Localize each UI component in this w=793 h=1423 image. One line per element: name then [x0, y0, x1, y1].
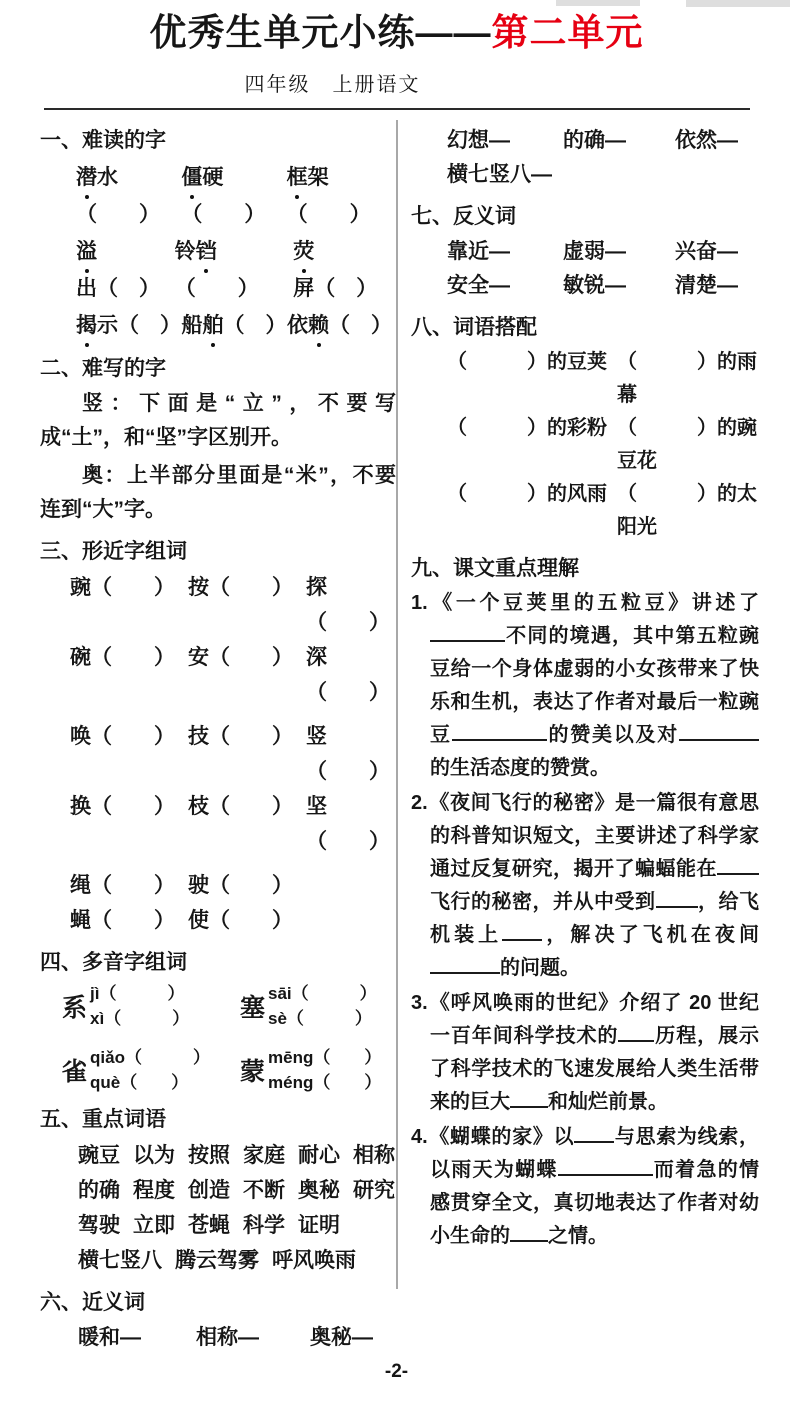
item-text: 和灿烂前景。 — [548, 1091, 668, 1114]
dotted-char: 框 — [287, 159, 308, 196]
section-4-heading: 四、多音字组词 — [40, 951, 187, 975]
word-pre: 依 — [287, 314, 308, 338]
word-row — [40, 159, 396, 233]
word-row — [40, 233, 396, 307]
dotted-char: 荧 — [293, 233, 314, 270]
char-cell: 驶（ ） — [188, 874, 293, 898]
polyphone-item — [62, 981, 240, 1031]
word: 奥秘 — [298, 1179, 340, 1203]
section-synonyms-continued — [411, 124, 759, 192]
item-number: 4. — [411, 1126, 428, 1149]
word-with-dot — [293, 233, 392, 307]
fill-in-blank — [430, 955, 500, 974]
char-cell: 深（ ） — [306, 646, 390, 705]
item-text: 《呼风唤雨的世纪》介绍了 20 世纪一百年间科学技术的 — [428, 992, 759, 1048]
char-cell: 唤（ ） — [70, 725, 175, 749]
fill-in-blank — [558, 1157, 653, 1176]
item-text: 与思索为线索，以雨天为蝴蝶 — [430, 1126, 759, 1182]
word: 程度 — [133, 1179, 175, 1203]
section-6-heading: 六、近义词 — [40, 1291, 145, 1315]
synonym-row — [411, 124, 759, 158]
section-8-heading: 八、词语搭配 — [411, 316, 537, 340]
word-post: 示（ ） — [97, 314, 181, 338]
synonym-row — [40, 1321, 396, 1355]
polyphone-item — [240, 981, 396, 1031]
word-list-row — [40, 1208, 396, 1243]
fill-in-blank — [510, 1089, 548, 1108]
collocation-item: （ ）的风雨 — [447, 483, 607, 506]
word-post: 水（ ） — [76, 166, 160, 227]
fill-in-blank — [618, 1023, 654, 1042]
fill-in-blank — [502, 922, 542, 941]
antonym-item: 靠近— — [447, 240, 510, 264]
antonym-item: 安全— — [447, 274, 510, 298]
antonym-item: 敏锐— — [563, 274, 626, 298]
section-5-heading: 五、重点词语 — [40, 1108, 166, 1132]
synonym-item: 暖和— — [78, 1326, 141, 1350]
comprehension-item — [411, 987, 759, 1119]
word-with-dot — [76, 307, 181, 344]
word-list-row — [40, 1173, 396, 1208]
word-with-dot — [182, 307, 287, 344]
item-text: 的生活态度的赞赏。 — [430, 757, 610, 780]
dotted-char: 揭 — [76, 307, 97, 344]
char-cell: 竖（ ） — [306, 725, 390, 784]
word: 立即 — [133, 1214, 175, 1238]
polyphone-char: 蒙 — [240, 1058, 266, 1087]
section-7-heading: 七、反义词 — [411, 205, 516, 229]
item-text: 不同的境遇，其中第五粒豌豆给一个身体虚弱的小女孩带来了快乐和生机，表达了作者对最后一粒豌豆 — [430, 625, 759, 747]
collocation-item: （ ）的豌豆花 — [617, 417, 757, 473]
antonym-row — [411, 269, 759, 303]
item-text: ，给飞机装上 — [430, 891, 759, 947]
polyphone-item — [240, 1045, 396, 1095]
synonym-item: 的确— — [563, 129, 626, 153]
word-list-row — [40, 1243, 396, 1278]
collocation-item: （ ）的太阳光 — [617, 483, 757, 539]
item-text: 历程，展示了科学技术的飞速发展给人类生活带来的巨大 — [430, 1025, 760, 1114]
char-cell: 绳（ ） — [70, 874, 175, 898]
word-with-dot — [287, 159, 392, 233]
section-3-heading: 三、形近字组词 — [40, 540, 187, 564]
word: 不断 — [243, 1179, 285, 1203]
dotted-char: 舶 — [203, 307, 224, 344]
antonym-item: 兴奋— — [675, 240, 738, 264]
writing-tip: 竖：下面是“立”，不要写成“土”，和“坚”字区别开。 — [40, 392, 396, 450]
synonym-item: 幻想— — [447, 129, 510, 153]
word-with-dot — [175, 233, 294, 307]
fill-in-blank — [679, 722, 759, 741]
char-row — [40, 789, 396, 859]
char-row — [40, 868, 396, 903]
section-similar-characters — [40, 535, 396, 938]
scan-artifact — [556, 0, 640, 6]
section-collocations — [411, 311, 759, 544]
dotted-char: 僵 — [181, 159, 202, 196]
section-9-heading: 九、课文重点理解 — [411, 557, 579, 581]
word: 研究 — [353, 1179, 395, 1203]
pinyin-line: sè（ ） — [268, 1009, 372, 1029]
item-number: 1. — [411, 592, 428, 615]
word-with-dot — [76, 159, 181, 233]
title-red-part: 第二单元 — [491, 12, 644, 53]
item-text: 《夜间飞行的秘密》是一篇很有意思的科普知识短文，主要讲述了科学家通过反复研究，揭开了蝙蝠能在 — [428, 792, 759, 881]
antonym-item: 清楚— — [675, 274, 738, 298]
word-post: （ ） — [223, 314, 287, 338]
subtitle: 四年级 上册语文 — [244, 74, 421, 97]
char-cell: 使（ ） — [188, 909, 293, 933]
collocation-item: （ ）的彩粉 — [447, 417, 607, 440]
section-1-heading: 一、难读的字 — [40, 129, 166, 153]
word: 科学 — [243, 1214, 285, 1238]
polyphone-readings — [90, 981, 189, 1031]
char-cell: 蝇（ ） — [70, 909, 175, 933]
word-post: 架（ ） — [286, 166, 371, 227]
collocation-row — [411, 412, 759, 478]
char-cell: 探（ ） — [306, 576, 390, 635]
fill-in-blank — [574, 1124, 614, 1143]
section-hard-to-write-characters — [40, 352, 396, 527]
collocation-row — [411, 346, 759, 412]
word-post: （ ） — [174, 277, 259, 301]
pinyin-line: qiǎo（ ） — [90, 1048, 210, 1068]
synonym-row — [411, 158, 759, 192]
char-cell: 安（ ） — [188, 646, 293, 670]
item-number: 2. — [411, 792, 428, 815]
pinyin-line: xì（ ） — [90, 1009, 190, 1029]
pinyin-line: sāi（ ） — [268, 984, 377, 1004]
right-column — [398, 116, 759, 1355]
content-columns — [0, 116, 793, 1355]
synonym-item: 奥秘— — [310, 1326, 373, 1350]
pinyin-line: què（ ） — [90, 1073, 189, 1093]
section-key-words — [40, 1103, 396, 1278]
synonym-item: 横七竖八— — [447, 163, 552, 187]
word-row — [40, 307, 396, 344]
fill-in-blank — [717, 856, 759, 875]
page-title — [0, 10, 793, 56]
antonym-row — [411, 235, 759, 269]
item-text: 的赞美以及对 — [546, 724, 679, 747]
char-cell: 按（ ） — [188, 576, 293, 600]
char-cell: 换（ ） — [70, 795, 175, 819]
comprehension-item — [411, 587, 759, 785]
footer — [0, 1355, 793, 1423]
header — [0, 0, 793, 97]
word-list-row — [40, 1138, 396, 1173]
word: 按照 — [188, 1144, 230, 1168]
word-pre: 船 — [181, 314, 203, 338]
char-cell: 坚（ ） — [306, 795, 390, 854]
collocation-item: （ ）的雨幕 — [617, 351, 757, 407]
page-number: -2- — [384, 1361, 409, 1383]
fill-in-blank — [510, 1223, 548, 1242]
word: 横七竖八 — [78, 1249, 162, 1273]
polyphone-grid — [40, 981, 396, 1095]
word: 证明 — [298, 1214, 340, 1238]
word-with-dot — [287, 307, 392, 344]
item-number: 3. — [411, 992, 428, 1015]
word-post: 硬（ ） — [181, 166, 266, 227]
writing-tip: 奥：上半部分里面是“米”，不要连到“大”字。 — [40, 464, 396, 522]
polyphone-readings — [268, 981, 377, 1031]
word: 驾驶 — [78, 1214, 120, 1238]
char-cell: 枝（ ） — [188, 795, 293, 819]
word: 家庭 — [243, 1144, 285, 1168]
item-text: 而着急的情感贯穿全文，真切地表达了作者对幼小生命的 — [430, 1159, 760, 1248]
char-row — [40, 719, 396, 789]
section-hard-to-read-characters — [40, 124, 396, 344]
fill-in-blank — [452, 722, 547, 741]
left-column — [40, 116, 396, 1355]
item-text: 之情。 — [548, 1225, 608, 1248]
word: 相称 — [353, 1144, 395, 1168]
word-pre: 铃 — [174, 240, 196, 264]
char-cell: 豌（ ） — [70, 576, 175, 600]
header-divider — [44, 108, 750, 110]
item-text: 的问题。 — [500, 957, 580, 980]
section-antonyms — [411, 200, 759, 303]
synonym-item: 相称— — [196, 1326, 259, 1350]
dotted-char: 铛 — [196, 233, 217, 270]
polyphone-readings — [268, 1045, 381, 1095]
item-text: 《一个豆荚里的五粒豆》讲述了 — [428, 592, 759, 615]
section-2-heading: 二、难写的字 — [40, 357, 166, 381]
char-cell: 碗（ ） — [70, 646, 175, 670]
word: 腾云驾雾 — [175, 1249, 259, 1273]
char-cell: 技（ ） — [188, 725, 293, 749]
scan-artifact — [686, 0, 790, 7]
polyphone-char: 塞 — [240, 994, 266, 1023]
word: 以为 — [133, 1144, 175, 1168]
word: 豌豆 — [78, 1144, 120, 1168]
word: 创造 — [188, 1179, 230, 1203]
word: 呼风唤雨 — [272, 1249, 356, 1273]
word: 耐心 — [298, 1144, 340, 1168]
polyphone-char: 雀 — [62, 1058, 88, 1087]
word-with-dot — [76, 233, 175, 307]
fill-in-blank — [656, 889, 698, 908]
fill-in-blank — [430, 623, 505, 642]
title-black-part: 优秀生单元小练—— — [149, 12, 492, 53]
word: 苍蝇 — [188, 1214, 230, 1238]
word-post: （ ） — [329, 314, 392, 338]
dotted-char: 潜 — [76, 159, 97, 196]
char-row — [40, 640, 396, 710]
pinyin-line: jì（ ） — [90, 984, 185, 1004]
collocation-row — [411, 478, 759, 544]
word: 的确 — [78, 1179, 120, 1203]
item-text: 《蝴蝶的家》以 — [428, 1126, 575, 1149]
polyphone-readings — [90, 1045, 210, 1095]
comprehension-item — [411, 1121, 759, 1253]
word-with-dot — [181, 159, 286, 233]
char-row — [40, 570, 396, 640]
dotted-char: 赖 — [308, 307, 329, 344]
section-synonyms — [40, 1286, 396, 1355]
dotted-char: 溢 — [76, 233, 97, 270]
synonym-item: 依然— — [675, 129, 738, 153]
collocation-item: （ ）的豆荚 — [447, 351, 607, 374]
item-text: ，解决了飞机在夜间 — [542, 924, 759, 947]
word-post: 屏（ ） — [293, 277, 378, 301]
pinyin-line: mēng（ ） — [268, 1048, 382, 1068]
polyphone-char: 系 — [62, 994, 88, 1023]
pinyin-line: méng（ ） — [268, 1073, 382, 1093]
word-post: 出（ ） — [76, 277, 160, 301]
section-polyphones — [40, 946, 396, 1095]
item-text: 飞行的秘密，并从中受到 — [430, 891, 656, 914]
char-row — [40, 903, 396, 938]
section-text-comprehension — [411, 552, 759, 1253]
antonym-item: 虚弱— — [563, 240, 626, 264]
comprehension-item — [411, 787, 759, 985]
polyphone-item — [62, 1045, 240, 1095]
